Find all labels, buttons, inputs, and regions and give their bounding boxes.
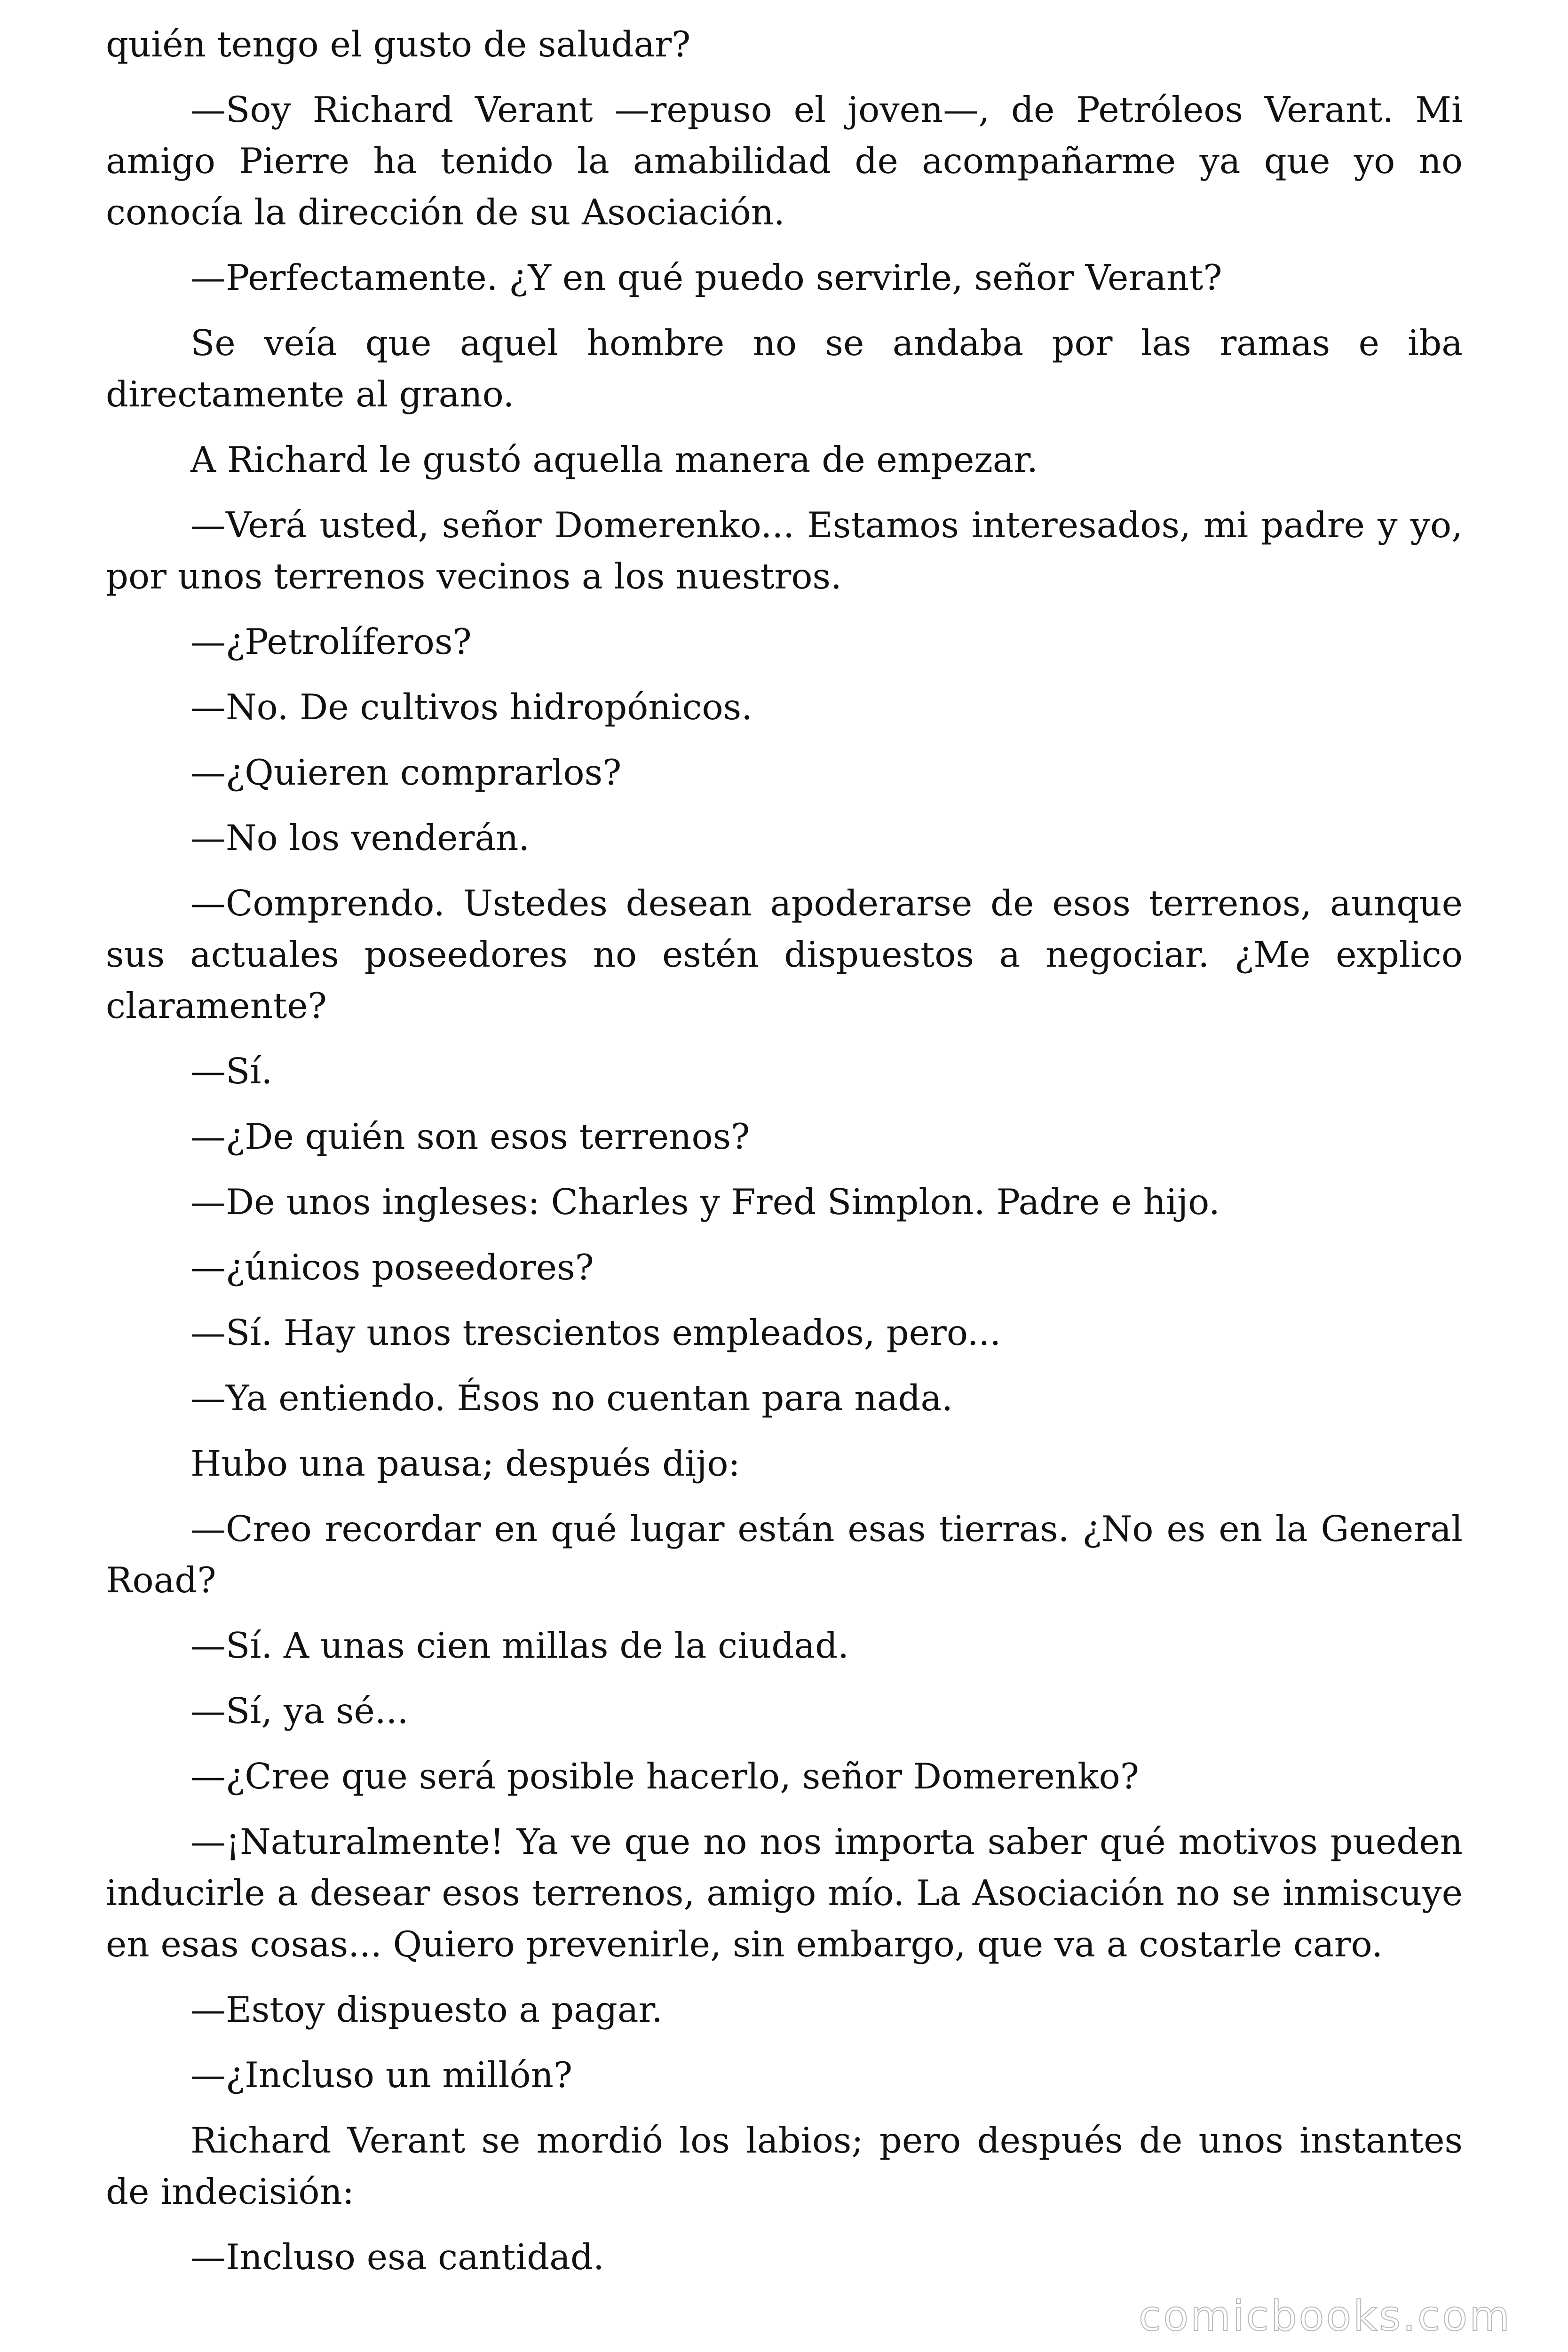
paragraph: —Estoy dispuesto a pagar. [190,1989,663,2030]
paragraph: —Perfectamente. ¿Y en qué puedo servirle, señor Verant? [190,257,1222,298]
paragraph: —Soy Richard Verant —repuso el joven—, de Petróleos Verant. Mi amigo Pierre ha tenido la amabilidad de acompañarme ya que yo no conocía la dirección de su Asociación. [106,89,1463,233]
paragraph: —¿De quién son esos terrenos? [190,1116,750,1157]
paragraph: —¿únicos poseedores? [190,1247,594,1288]
paragraph: —Sí. A unas cien millas de la ciudad. [190,1625,849,1666]
paragraph: —Incluso esa cantidad. [190,2236,604,2278]
paragraph: —¿Cree que será posible hacerlo, señor Domerenko? [190,1756,1139,1797]
paragraph: Se veía que aquel hombre no se andaba por las ramas e iba directamente al grano. [106,322,1463,415]
watermark: comicbooks.com [1138,2292,1512,2340]
paragraph: —Verá usted, señor Domerenko... Estamos interesados, mi padre y yo, por unos terrenos vecinos a los nuestros. [106,504,1463,597]
paragraph: —¿Incluso un millón? [190,2054,573,2096]
paragraph: —Creo recordar en qué lugar están esas tierras. ¿No es en la General Road? [106,1508,1463,1601]
paragraph: Hubo una pausa; después dijo: [190,1443,740,1484]
paragraph: quién tengo el gusto de saludar? [106,24,691,65]
paragraph: —¡Naturalmente! Ya ve que no nos importa saber qué motivos pueden inducirle a desear esos terrenos, amigo mío. La Asociación no se inmiscuye en esas cosas... Quiero prevenirle, sin embargo, que va a costarle caro. [106,1821,1463,1965]
paragraph: —Comprendo. Ustedes desean apoderarse de esos terrenos, aunque sus actuales poseedores no estén dispuestos a negociar. ¿Me explico claramente? [106,882,1463,1026]
paragraph: —No los venderán. [190,817,530,858]
paragraph: —Sí. [190,1050,273,1092]
paragraph: —¿Petrolíferos? [190,621,472,662]
paragraph: —No. De cultivos hidropónicos. [190,686,753,728]
paragraph: —Ya entiendo. Ésos no cuentan para nada. [190,1377,953,1419]
paragraph: —Sí. Hay unos trescientos empleados, pero... [190,1312,1001,1353]
paragraph: Richard Verant se mordió los labios; pero después de unos instantes de indecisión: [106,2120,1463,2212]
book-page [106,19,1463,2297]
paragraph: —Sí, ya sé... [190,1690,409,1732]
paragraph: —De unos ingleses: Charles y Fred Simplon. Padre e hijo. [190,1181,1220,1223]
paragraph: —¿Quieren comprarlos? [190,752,622,793]
paragraph: A Richard le gustó aquella manera de empezar. [190,439,1038,480]
